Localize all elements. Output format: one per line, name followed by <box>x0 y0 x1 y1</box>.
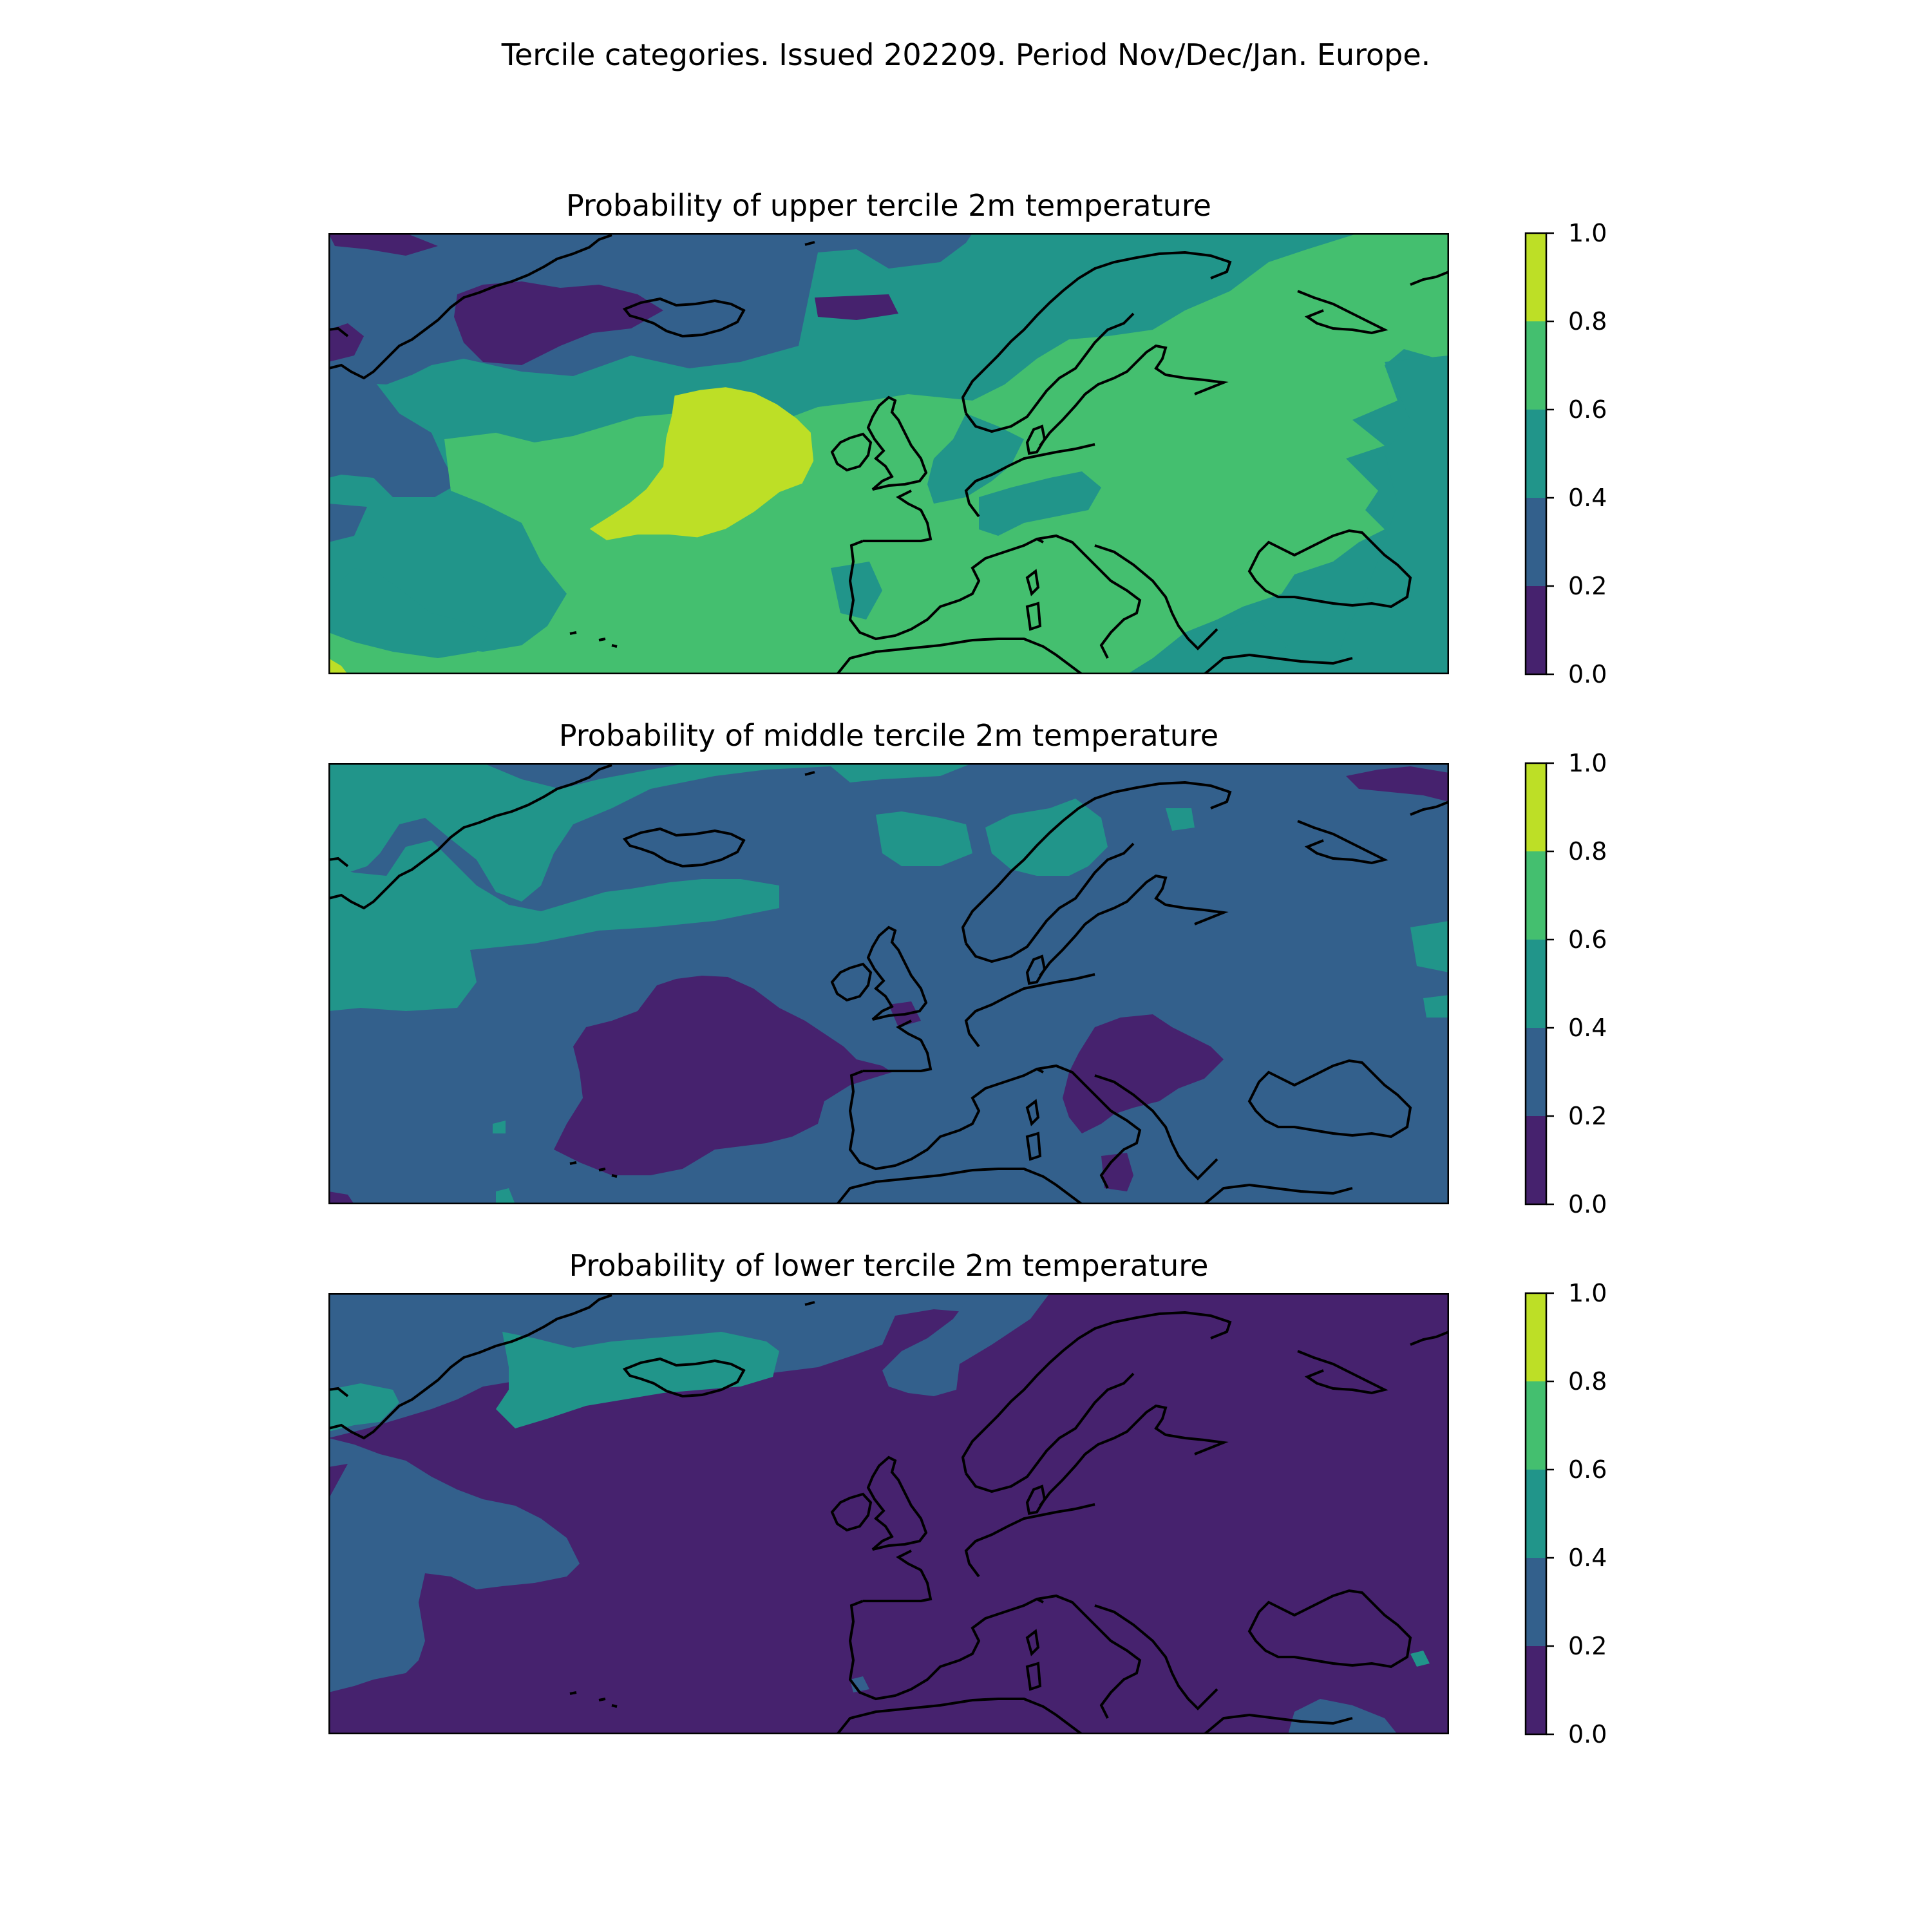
cbar3-tick-4: 0.8 <box>1568 1367 1607 1396</box>
panel-title-middle: Probability of middle tercile 2m temperature <box>558 718 1219 753</box>
colorbar-upper <box>1520 233 1629 674</box>
cbar3-tick-1: 0.2 <box>1568 1632 1607 1660</box>
cbar1-tick-4: 0.8 <box>1568 307 1607 336</box>
cbar3-tick-0: 0.0 <box>1568 1720 1607 1748</box>
map-lower-tercile <box>328 1293 1449 1734</box>
panel-title-upper: Probability of upper tercile 2m temperature <box>566 188 1211 223</box>
map-middle-tercile <box>328 763 1449 1204</box>
cbar1-tick-3: 0.6 <box>1568 395 1607 424</box>
cbar3-tick-5: 1.0 <box>1568 1279 1607 1307</box>
figure-suptitle: Tercile categories. Issued 202209. Period Nov/Dec/Jan. Europe. <box>501 37 1431 72</box>
colorbar-middle <box>1520 763 1629 1204</box>
colorbar-lower <box>1520 1293 1629 1734</box>
cbar2-tick-5: 1.0 <box>1568 749 1607 777</box>
cbar3-tick-3: 0.6 <box>1568 1455 1607 1484</box>
cbar2-tick-4: 0.8 <box>1568 837 1607 866</box>
cbar2-tick-0: 0.0 <box>1568 1190 1607 1218</box>
map-upper-tercile <box>328 233 1449 674</box>
cbar1-tick-2: 0.4 <box>1568 484 1607 512</box>
cbar3-tick-2: 0.4 <box>1568 1544 1607 1572</box>
cbar2-tick-2: 0.4 <box>1568 1014 1607 1042</box>
cbar1-tick-1: 0.2 <box>1568 572 1607 600</box>
cbar2-tick-1: 0.2 <box>1568 1102 1607 1130</box>
cbar1-tick-5: 1.0 <box>1568 219 1607 247</box>
panel-title-lower: Probability of lower tercile 2m temperature <box>569 1248 1209 1283</box>
cbar2-tick-3: 0.6 <box>1568 925 1607 954</box>
cbar1-tick-0: 0.0 <box>1568 660 1607 688</box>
